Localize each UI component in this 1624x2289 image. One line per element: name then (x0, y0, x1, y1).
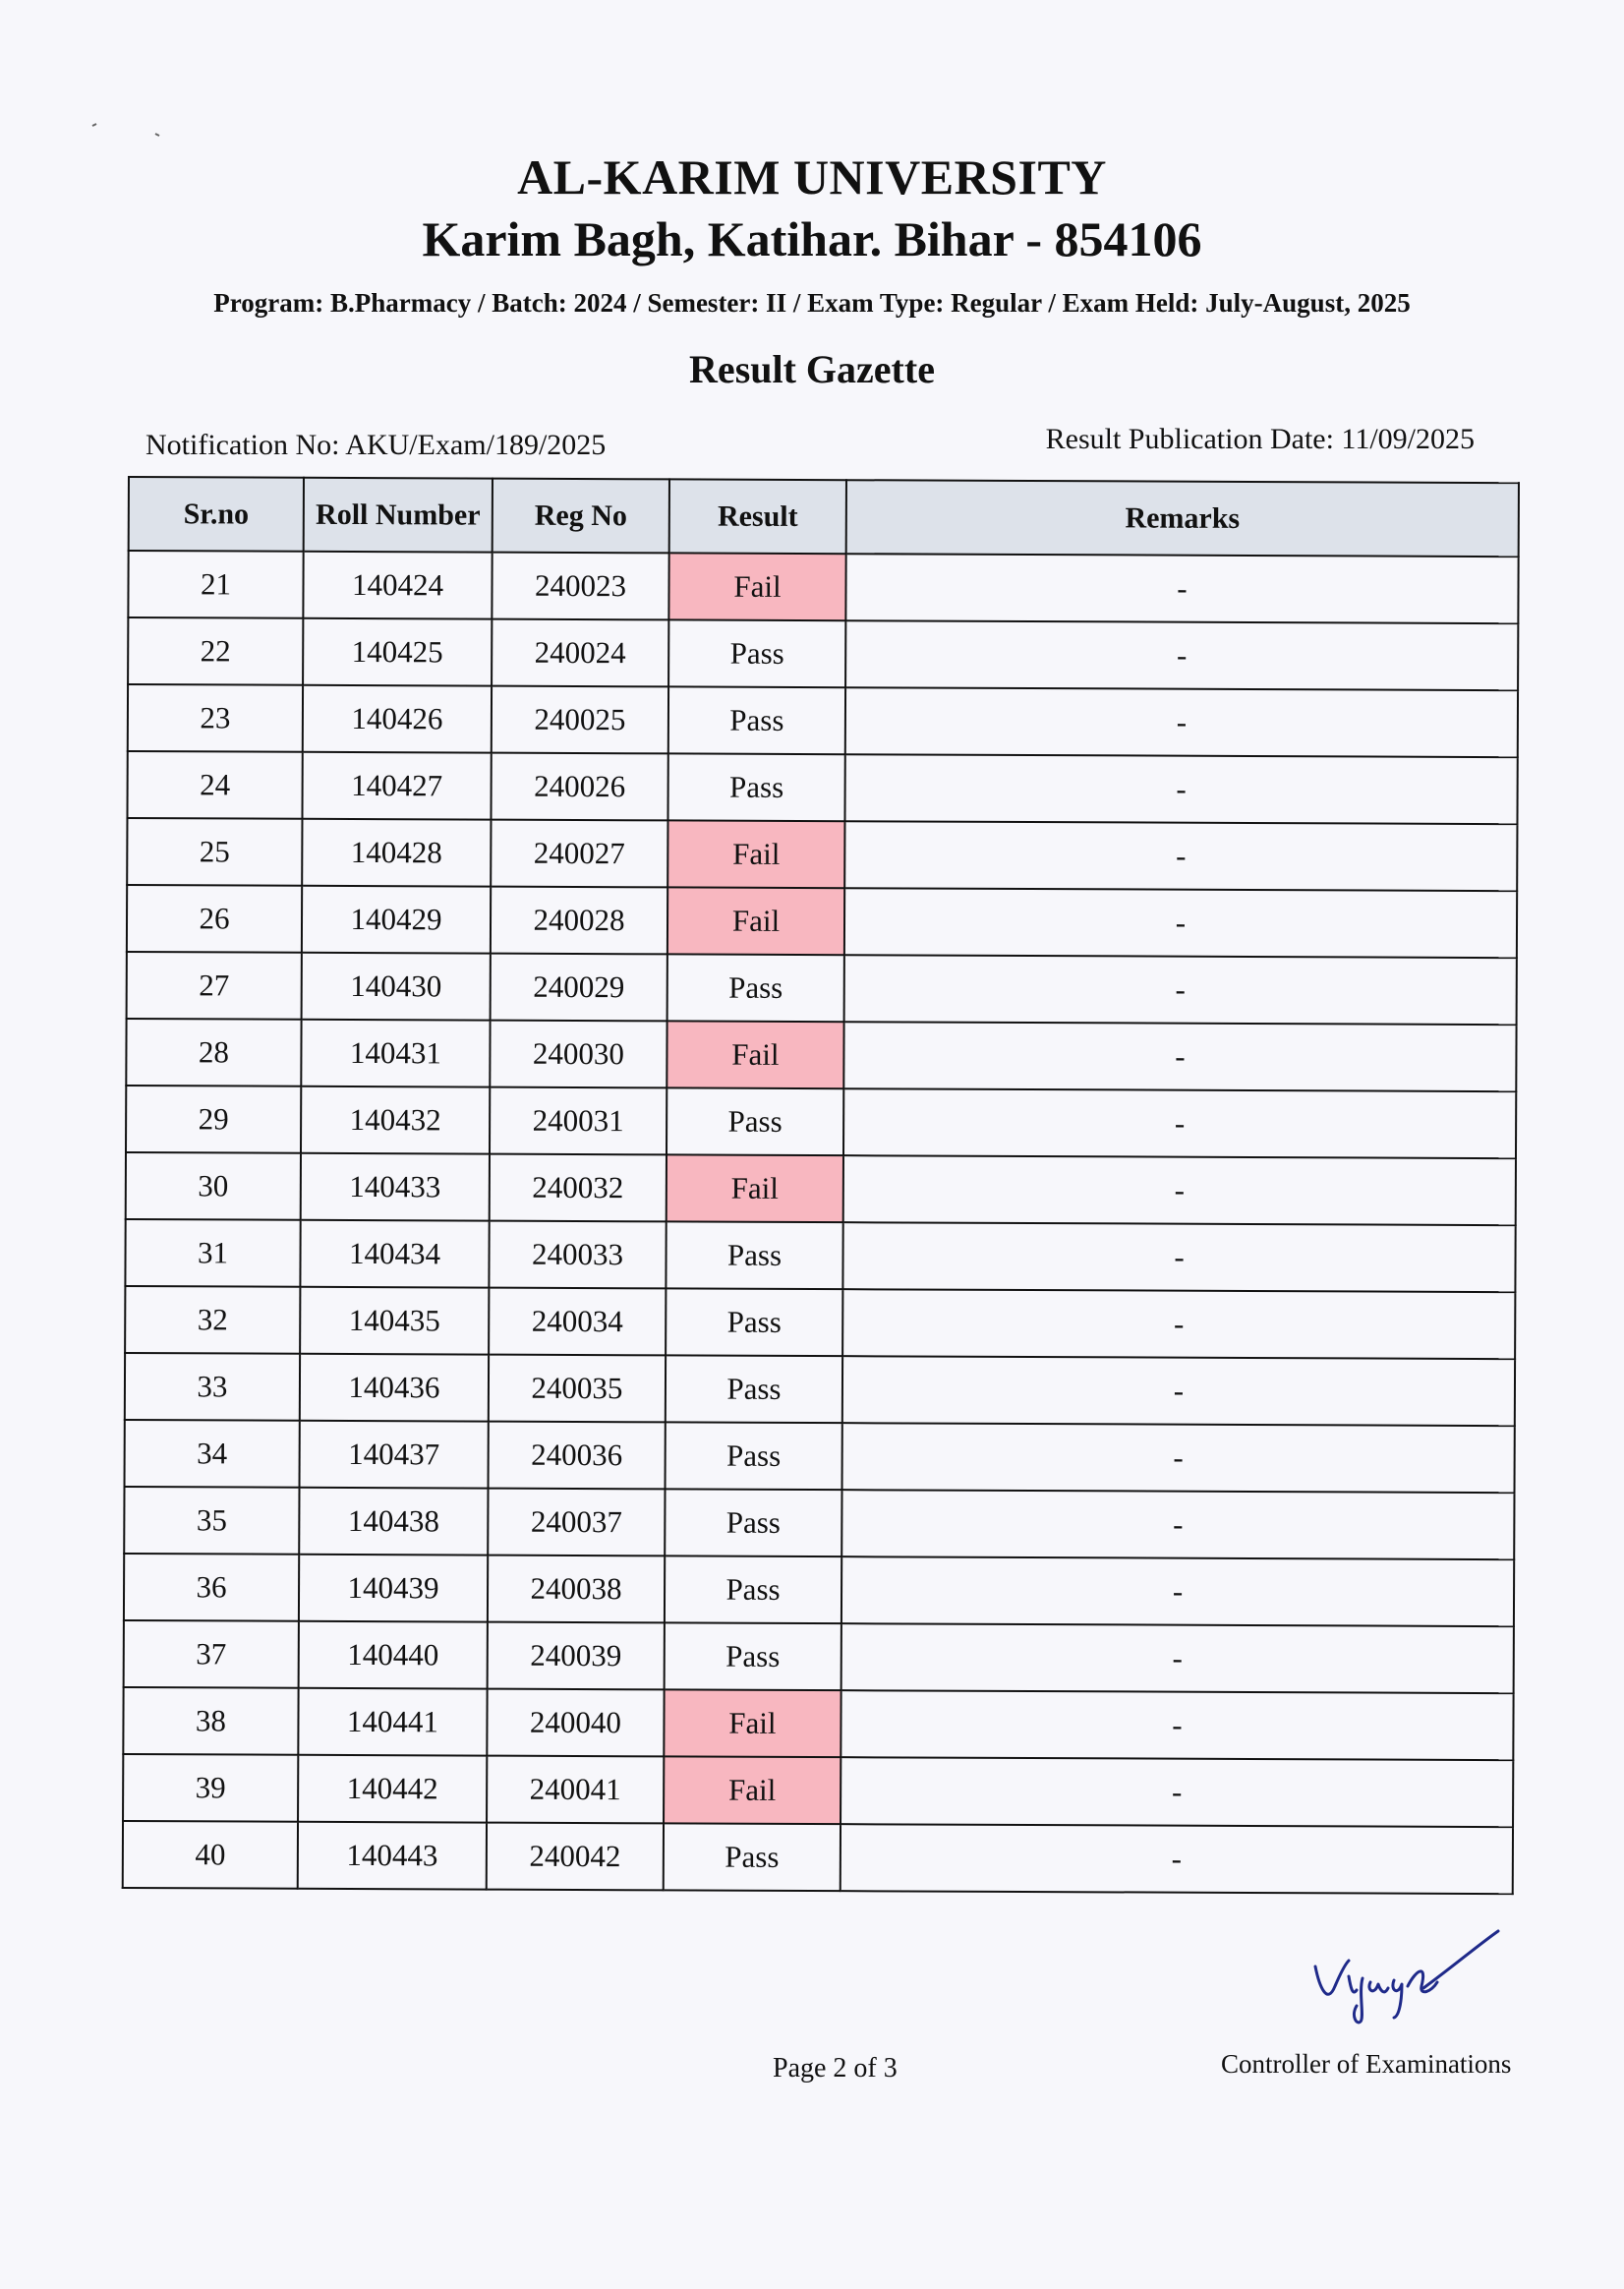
roll-number-cell: 140442 (298, 1755, 487, 1823)
table-row (128, 551, 1518, 623)
remarks-cell: - (842, 1423, 1515, 1493)
result-cell: Pass (667, 753, 844, 821)
sr-no-cell: 31 (125, 1219, 300, 1287)
roll-number-cell: 140439 (299, 1555, 488, 1622)
column-header-sr-no: Sr.no (129, 477, 304, 552)
table-row (128, 684, 1518, 757)
roll-number-cell: 140428 (302, 819, 491, 887)
reg-no-cell: 240023 (492, 553, 668, 620)
table-row (127, 751, 1517, 824)
remarks-cell: - (842, 1222, 1515, 1292)
remarks-cell: - (844, 821, 1517, 891)
reg-no-cell: 240027 (491, 820, 667, 888)
column-header-remarks: Remarks (846, 480, 1519, 557)
result-cell: Fail (668, 553, 845, 620)
sr-no-cell: 36 (124, 1554, 299, 1621)
roll-number-cell: 140432 (301, 1086, 490, 1154)
result-cell: Pass (667, 1087, 843, 1155)
sr-no-cell: 21 (128, 551, 303, 618)
column-header-reg-no: Reg No (493, 479, 669, 554)
page-number: Page 2 of 3 (773, 2053, 898, 2084)
reg-no-cell: 240041 (487, 1756, 664, 1824)
reg-no-cell: 240030 (490, 1021, 667, 1088)
sr-no-cell: 38 (123, 1687, 298, 1755)
sr-no-cell: 34 (125, 1420, 300, 1488)
roll-number-cell: 140429 (302, 886, 491, 954)
result-cell: Pass (664, 1823, 841, 1891)
document-title: Result Gazette (689, 347, 935, 391)
table-header-row (129, 477, 1519, 557)
table-row (127, 885, 1517, 958)
remarks-cell: - (845, 554, 1518, 623)
remarks-cell: - (843, 1022, 1516, 1091)
roll-number-cell: 140440 (299, 1621, 488, 1689)
remarks-cell: - (841, 1690, 1513, 1760)
reg-no-cell: 240029 (491, 954, 667, 1022)
result-cell: Pass (665, 1489, 841, 1556)
university-address: Karim Bagh, Katihar. Bihar - 854106 (422, 211, 1202, 266)
roll-number-cell: 140431 (301, 1020, 490, 1087)
remarks-cell: - (841, 1757, 1513, 1827)
result-cell: Pass (666, 1355, 842, 1423)
table-row (124, 1554, 1514, 1626)
remarks-cell: - (844, 955, 1517, 1025)
sr-no-cell: 32 (125, 1286, 300, 1354)
remarks-cell: - (842, 1289, 1515, 1359)
roll-number-cell: 140443 (298, 1822, 487, 1890)
table-row (127, 952, 1517, 1025)
reg-no-cell: 240037 (488, 1489, 665, 1556)
table-row (125, 1420, 1515, 1493)
table-row (123, 1687, 1513, 1760)
reg-no-cell: 240035 (489, 1355, 666, 1423)
result-cell: Fail (664, 1756, 841, 1824)
result-cell: Pass (666, 1288, 842, 1356)
program-details: Program: B.Pharmacy / Batch: 2024 / Semester: II / Exam Type: Regular / Exam Held: July-August, 2025 (213, 288, 1411, 318)
result-cell: Fail (667, 887, 844, 955)
roll-number-cell: 140425 (303, 618, 492, 686)
reg-no-cell: 240026 (491, 753, 667, 821)
table-row (124, 1620, 1514, 1693)
table-row (128, 617, 1518, 690)
publication-date: Result Publication Date: 11/09/2025 (1045, 423, 1475, 455)
sr-no-cell: 33 (125, 1353, 300, 1421)
remarks-cell: - (843, 1155, 1516, 1225)
result-cell: Pass (666, 1221, 842, 1289)
results-table (122, 476, 1520, 1895)
document-header (0, 147, 1624, 393)
result-cell: Fail (664, 1689, 841, 1757)
roll-number-cell: 140433 (301, 1153, 490, 1221)
remarks-cell: - (845, 687, 1518, 757)
table-row (123, 1754, 1513, 1827)
sr-no-cell: 40 (123, 1821, 298, 1889)
remarks-cell: - (842, 1356, 1515, 1426)
remarks-cell: - (844, 754, 1517, 824)
reg-no-cell: 240028 (491, 887, 667, 955)
reg-no-cell: 240040 (487, 1689, 664, 1757)
result-cell: Fail (667, 820, 844, 888)
roll-number-cell: 140436 (300, 1354, 489, 1422)
sr-no-cell: 22 (128, 617, 303, 685)
remarks-cell: - (841, 1556, 1514, 1626)
sr-no-cell: 24 (127, 751, 302, 819)
reg-no-cell: 240024 (492, 619, 668, 687)
results-table-container (122, 476, 1520, 1895)
remarks-cell: - (843, 1088, 1516, 1158)
table-row (125, 1353, 1515, 1426)
table-row (123, 1821, 1513, 1894)
column-header-roll-number: Roll Number (304, 478, 493, 553)
remarks-cell: - (841, 1490, 1514, 1559)
roll-number-cell: 140426 (303, 685, 492, 753)
reg-no-cell: 240031 (490, 1087, 667, 1155)
roll-number-cell: 140441 (298, 1688, 487, 1756)
roll-number-cell: 140438 (299, 1488, 488, 1555)
remarks-cell: - (844, 888, 1517, 958)
table-row (127, 818, 1517, 891)
sr-no-cell: 28 (126, 1019, 301, 1086)
table-body (123, 551, 1519, 1894)
result-cell: Pass (668, 619, 845, 687)
roll-number-cell: 140434 (300, 1220, 489, 1288)
sr-no-cell: 30 (126, 1152, 301, 1220)
sr-no-cell: 26 (127, 885, 302, 953)
column-header-result: Result (669, 479, 846, 554)
signatory-title: Controller of Examinations (1221, 2049, 1512, 2079)
university-name: AL-KARIM UNIVERSITY (517, 149, 1107, 205)
sr-no-cell: 23 (128, 684, 303, 752)
reg-no-cell: 240032 (490, 1154, 667, 1222)
result-cell: Pass (667, 954, 844, 1022)
table-row (126, 1152, 1516, 1225)
sr-no-cell: 25 (127, 818, 302, 886)
remarks-cell: - (841, 1824, 1513, 1894)
table-row (125, 1286, 1515, 1359)
table-row (125, 1219, 1515, 1292)
result-cell: Pass (665, 1622, 841, 1690)
sr-no-cell: 39 (123, 1754, 298, 1822)
result-cell: Pass (666, 1422, 842, 1490)
remarks-cell: - (841, 1623, 1514, 1693)
roll-number-cell: 140424 (303, 552, 492, 619)
result-cell: Pass (665, 1555, 841, 1623)
sr-no-cell: 37 (124, 1620, 299, 1688)
reg-no-cell: 240036 (489, 1422, 666, 1490)
roll-number-cell: 140427 (302, 752, 491, 820)
sr-no-cell: 27 (127, 952, 302, 1020)
notification-number: Notification No: AKU/Exam/189/2025 (145, 429, 607, 461)
result-cell: Pass (668, 686, 845, 754)
reg-no-cell: 240025 (492, 686, 668, 754)
reg-no-cell: 240038 (488, 1555, 665, 1623)
table-row (126, 1086, 1516, 1158)
reg-no-cell: 240033 (489, 1221, 666, 1289)
table-row (126, 1019, 1516, 1091)
result-cell: Fail (667, 1021, 843, 1088)
reg-no-cell: 240042 (487, 1823, 664, 1891)
roll-number-cell: 140430 (302, 953, 491, 1021)
reg-no-cell: 240039 (488, 1622, 665, 1690)
sr-no-cell: 35 (124, 1487, 299, 1555)
remarks-cell: - (845, 620, 1518, 690)
table-row (124, 1487, 1514, 1559)
sr-no-cell: 29 (126, 1086, 301, 1153)
reg-no-cell: 240034 (489, 1288, 666, 1356)
roll-number-cell: 140437 (300, 1421, 489, 1489)
controller-signature (1305, 1927, 1502, 2025)
roll-number-cell: 140435 (300, 1287, 489, 1355)
result-cell: Fail (667, 1154, 843, 1222)
